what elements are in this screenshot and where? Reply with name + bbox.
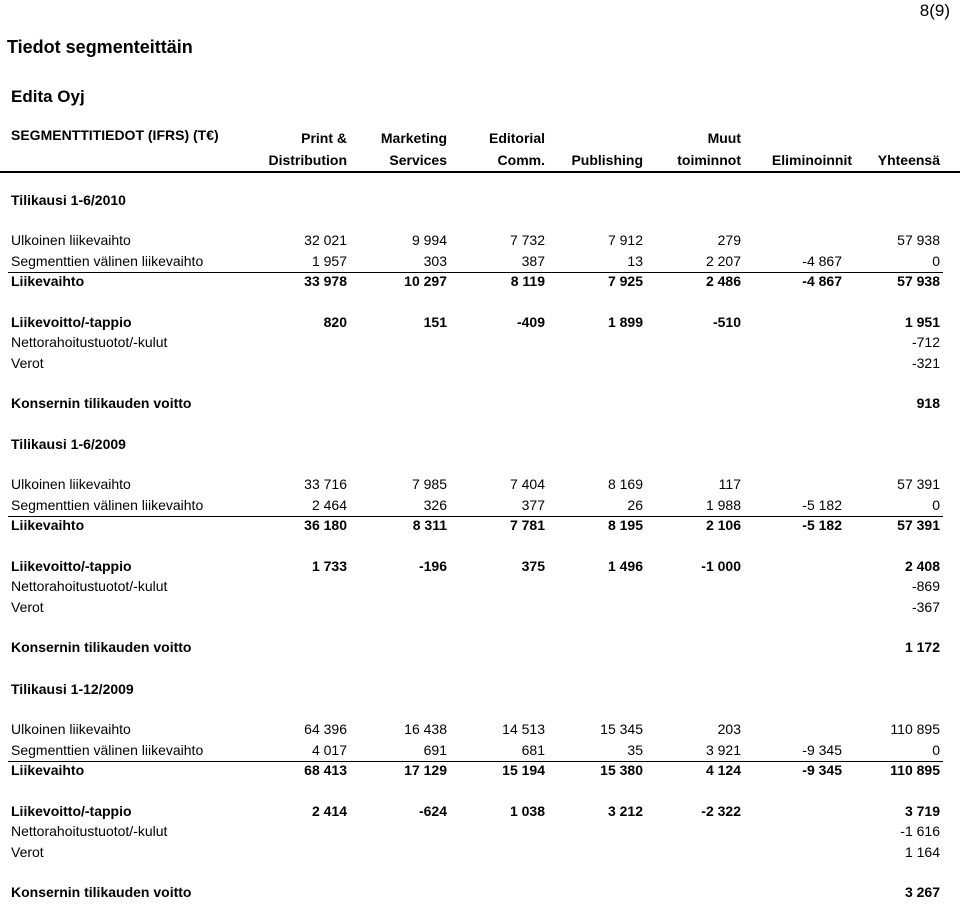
cell-print-distribution: 2 414 bbox=[311, 803, 347, 819]
section-heading bbox=[0, 436, 960, 456]
table-row bbox=[0, 884, 960, 904]
row-label: Liikevoitto/-tappio bbox=[11, 558, 132, 574]
row-label: Liikevaihto bbox=[11, 517, 85, 533]
cell-yhteensa: 0 bbox=[932, 253, 940, 269]
row-label: Ulkoinen liikevaihto bbox=[11, 721, 131, 737]
row-label: Segmenttien välinen liikevaihto bbox=[11, 742, 204, 758]
table-row bbox=[0, 823, 960, 843]
cell-print-distribution: 2 464 bbox=[311, 497, 347, 513]
header-rule bbox=[0, 171, 960, 173]
cell-print-distribution: 1 733 bbox=[311, 558, 347, 574]
column-header-eliminoinnit: Eliminoinnit bbox=[771, 152, 852, 168]
cell-yhteensa: 57 938 bbox=[897, 273, 940, 289]
cell-marketing-services: 10 297 bbox=[404, 273, 447, 289]
cell-print-distribution: 4 017 bbox=[311, 742, 347, 758]
cell-editorial-comm: 7 404 bbox=[509, 476, 545, 492]
cell-marketing-services: -624 bbox=[418, 803, 447, 819]
cell-publishing: 7 912 bbox=[607, 232, 643, 248]
column-header-marketing-services: Marketing Services bbox=[380, 130, 447, 168]
table-row bbox=[0, 334, 960, 354]
table-row bbox=[0, 639, 960, 659]
cell-marketing-services: -196 bbox=[418, 558, 447, 574]
cell-editorial-comm: 15 194 bbox=[502, 762, 545, 778]
table-row bbox=[0, 721, 960, 741]
cell-print-distribution: 36 180 bbox=[304, 517, 347, 533]
section-heading bbox=[0, 681, 960, 701]
row-label: Nettorahoitustuotot/-kulut bbox=[11, 578, 168, 594]
section-heading-label: Tilikausi 1-6/2010 bbox=[11, 192, 126, 208]
cell-muut-toiminnot: 279 bbox=[717, 232, 741, 248]
cell-publishing: 13 bbox=[627, 253, 643, 269]
row-label: Konsernin tilikauden voitto bbox=[11, 395, 192, 411]
cell-editorial-comm: 377 bbox=[521, 497, 545, 513]
table-row bbox=[0, 355, 960, 375]
cell-muut-toiminnot: 2 207 bbox=[705, 253, 741, 269]
cell-yhteensa: 1 951 bbox=[904, 314, 940, 330]
cell-editorial-comm: 7 732 bbox=[509, 232, 545, 248]
table-row bbox=[0, 314, 960, 334]
table-row bbox=[0, 558, 960, 578]
column-header-muut-toiminnot: Muut toiminnot bbox=[677, 130, 741, 168]
cell-muut-toiminnot: 203 bbox=[717, 721, 741, 737]
row-label: Verot bbox=[11, 844, 44, 860]
column-header-editorial-comm: Editorial Comm. bbox=[488, 130, 545, 168]
cell-print-distribution: 820 bbox=[323, 314, 347, 330]
cell-marketing-services: 326 bbox=[423, 497, 447, 513]
cell-editorial-comm: 14 513 bbox=[502, 721, 545, 737]
cell-marketing-services: 7 985 bbox=[411, 476, 447, 492]
cell-muut-toiminnot: 1 988 bbox=[705, 497, 741, 513]
cell-print-distribution: 32 021 bbox=[304, 232, 347, 248]
cell-muut-toiminnot: 2 486 bbox=[705, 273, 741, 289]
cell-eliminoinnit: -5 182 bbox=[802, 497, 842, 513]
table-row bbox=[0, 497, 960, 517]
cell-yhteensa: 57 938 bbox=[897, 232, 940, 248]
page-number: 8(9) bbox=[919, 1, 950, 20]
cell-muut-toiminnot: 3 921 bbox=[705, 742, 741, 758]
cell-marketing-services: 16 438 bbox=[404, 721, 447, 737]
table-row bbox=[0, 599, 960, 619]
table-row bbox=[0, 578, 960, 598]
cell-yhteensa: 0 bbox=[932, 742, 940, 758]
table-header-label: SEGMENTTITIEDOT (IFRS) (T€) bbox=[11, 127, 219, 143]
table-row bbox=[0, 232, 960, 252]
cell-editorial-comm: 7 781 bbox=[509, 517, 545, 533]
cell-print-distribution: 1 957 bbox=[311, 253, 347, 269]
cell-eliminoinnit: -5 182 bbox=[802, 517, 842, 533]
row-label: Nettorahoitustuotot/-kulut bbox=[11, 334, 168, 350]
column-header-publishing: Publishing bbox=[571, 152, 643, 168]
row-label: Segmenttien välinen liikevaihto bbox=[11, 253, 204, 269]
cell-print-distribution: 33 716 bbox=[304, 476, 347, 492]
cell-yhteensa: 0 bbox=[932, 497, 940, 513]
section-heading-label: Tilikausi 1-6/2009 bbox=[11, 436, 126, 452]
table-row bbox=[0, 803, 960, 823]
cell-publishing: 15 380 bbox=[600, 762, 643, 778]
cell-marketing-services: 8 311 bbox=[412, 517, 447, 533]
row-label: Verot bbox=[11, 599, 44, 615]
cell-editorial-comm: 1 038 bbox=[509, 803, 545, 819]
row-label: Liikevaihto bbox=[11, 762, 85, 778]
cell-yhteensa: 3 267 bbox=[904, 884, 940, 900]
cell-yhteensa: 2 408 bbox=[904, 558, 940, 574]
cell-publishing: 35 bbox=[627, 742, 643, 758]
cell-yhteensa: 110 895 bbox=[890, 721, 940, 737]
row-label: Liikevoitto/-tappio bbox=[11, 314, 132, 330]
cell-marketing-services: 303 bbox=[423, 253, 447, 269]
cell-yhteensa: -1 616 bbox=[900, 823, 940, 839]
table-row bbox=[0, 844, 960, 864]
table-row bbox=[0, 253, 960, 273]
row-label: Liikevoitto/-tappio bbox=[11, 803, 132, 819]
cell-yhteensa: -367 bbox=[911, 599, 940, 615]
row-label: Segmenttien välinen liikevaihto bbox=[11, 497, 204, 513]
row-label: Ulkoinen liikevaihto bbox=[11, 232, 131, 248]
cell-marketing-services: 151 bbox=[423, 314, 447, 330]
table-row bbox=[0, 395, 960, 415]
cell-marketing-services: 17 129 bbox=[404, 762, 447, 778]
cell-yhteensa: 57 391 bbox=[897, 517, 940, 533]
cell-yhteensa: -321 bbox=[911, 355, 940, 371]
cell-publishing: 26 bbox=[627, 497, 643, 513]
row-label: Ulkoinen liikevaihto bbox=[11, 476, 131, 492]
cell-print-distribution: 68 413 bbox=[304, 762, 347, 778]
cell-yhteensa: 110 895 bbox=[890, 762, 940, 778]
cell-publishing: 1 899 bbox=[607, 314, 643, 330]
table-row bbox=[0, 742, 960, 762]
cell-eliminoinnit: -4 867 bbox=[802, 273, 842, 289]
section-heading bbox=[0, 192, 960, 212]
table-row bbox=[0, 762, 960, 782]
cell-muut-toiminnot: 117 bbox=[718, 476, 741, 492]
cell-marketing-services: 9 994 bbox=[411, 232, 447, 248]
cell-yhteensa: 918 bbox=[916, 395, 940, 411]
cell-marketing-services: 691 bbox=[423, 742, 447, 758]
cell-editorial-comm: 8 119 bbox=[510, 273, 545, 289]
cell-publishing: 3 212 bbox=[607, 803, 643, 819]
cell-eliminoinnit: -4 867 bbox=[802, 253, 842, 269]
cell-yhteensa: -712 bbox=[911, 334, 940, 350]
row-label: Verot bbox=[11, 355, 44, 371]
cell-muut-toiminnot: -1 000 bbox=[701, 558, 741, 574]
cell-print-distribution: 64 396 bbox=[304, 721, 347, 737]
column-header-yhteensa: Yhteensä bbox=[877, 152, 940, 168]
cell-publishing: 15 345 bbox=[600, 721, 643, 737]
row-label: Liikevaihto bbox=[11, 273, 85, 289]
table-row bbox=[0, 476, 960, 496]
cell-muut-toiminnot: 4 124 bbox=[705, 762, 741, 778]
page-title: Tiedot segmenteittäin bbox=[7, 37, 193, 57]
cell-editorial-comm: 681 bbox=[521, 742, 545, 758]
cell-editorial-comm: -409 bbox=[516, 314, 545, 330]
cell-muut-toiminnot: 2 106 bbox=[705, 517, 741, 533]
cell-eliminoinnit: -9 345 bbox=[802, 762, 842, 778]
cell-editorial-comm: 387 bbox=[521, 253, 545, 269]
cell-editorial-comm: 375 bbox=[521, 558, 545, 574]
cell-publishing: 8 195 bbox=[607, 517, 643, 533]
company-name: Edita Oyj bbox=[11, 87, 85, 106]
row-label: Konsernin tilikauden voitto bbox=[11, 884, 192, 900]
cell-publishing: 1 496 bbox=[607, 558, 643, 574]
cell-publishing: 7 925 bbox=[607, 273, 643, 289]
cell-muut-toiminnot: -2 322 bbox=[701, 803, 741, 819]
cell-yhteensa: -869 bbox=[911, 578, 940, 594]
cell-yhteensa: 3 719 bbox=[904, 803, 940, 819]
table-row bbox=[0, 517, 960, 537]
cell-eliminoinnit: -9 345 bbox=[802, 742, 842, 758]
cell-publishing: 8 169 bbox=[607, 476, 643, 492]
row-label: Konsernin tilikauden voitto bbox=[11, 639, 192, 655]
row-label: Nettorahoitustuotot/-kulut bbox=[11, 823, 168, 839]
cell-yhteensa: 57 391 bbox=[897, 476, 940, 492]
cell-yhteensa: 1 164 bbox=[904, 844, 940, 860]
cell-muut-toiminnot: -510 bbox=[712, 314, 741, 330]
column-header-print-distribution: Print & Distribution bbox=[268, 130, 347, 168]
cell-print-distribution: 33 978 bbox=[304, 273, 347, 289]
cell-yhteensa: 1 172 bbox=[904, 639, 940, 655]
section-heading-label: Tilikausi 1-12/2009 bbox=[11, 681, 134, 697]
table-row bbox=[0, 273, 960, 293]
